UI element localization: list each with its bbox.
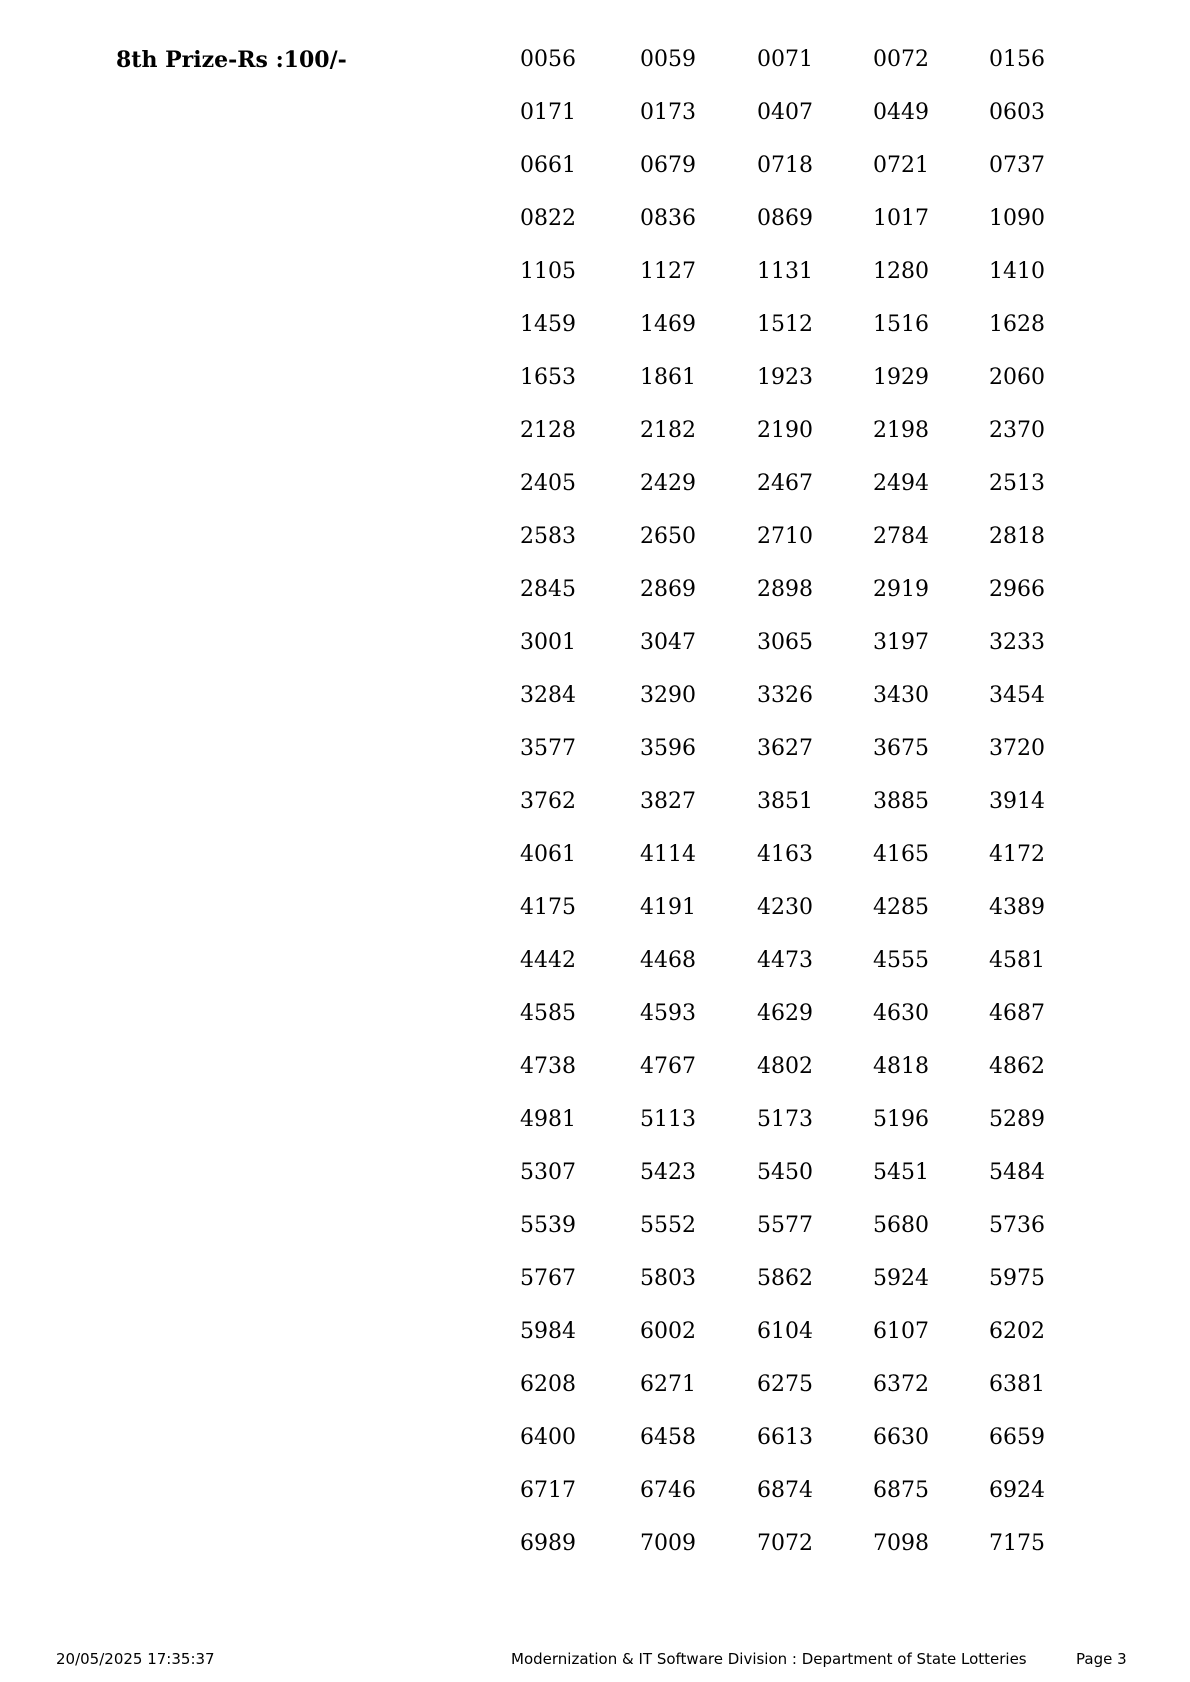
winning-number: 0679 (640, 153, 696, 178)
winning-number: 5975 (989, 1266, 1045, 1291)
winning-number: 6202 (989, 1319, 1045, 1344)
winning-number: 3001 (520, 630, 576, 655)
winning-number: 6275 (757, 1372, 813, 1397)
winning-number: 1280 (873, 259, 929, 284)
winning-number: 1459 (520, 312, 576, 337)
winning-number: 4687 (989, 1001, 1045, 1026)
winning-number: 6458 (640, 1425, 696, 1450)
winning-number: 4230 (757, 895, 813, 920)
winning-number: 6271 (640, 1372, 696, 1397)
winning-number: 3675 (873, 736, 929, 761)
winning-number: 0171 (520, 100, 576, 125)
number-row (520, 258, 1080, 311)
winning-number: 0737 (989, 153, 1045, 178)
number-row (520, 1530, 1080, 1583)
winning-number: 1861 (640, 365, 696, 390)
winning-number: 7098 (873, 1531, 929, 1556)
winning-number: 4802 (757, 1054, 813, 1079)
winning-number: 1923 (757, 365, 813, 390)
winning-number: 0056 (520, 47, 576, 72)
winning-number: 0718 (757, 153, 813, 178)
winning-number: 4442 (520, 948, 576, 973)
number-row (520, 1424, 1080, 1477)
winning-number: 5767 (520, 1266, 576, 1291)
winning-number: 3454 (989, 683, 1045, 708)
number-row (520, 788, 1080, 841)
winning-number: 5736 (989, 1213, 1045, 1238)
winning-number: 3577 (520, 736, 576, 761)
winning-number: 6717 (520, 1478, 576, 1503)
winning-number: 5680 (873, 1213, 929, 1238)
winning-number: 2128 (520, 418, 576, 443)
winning-number: 2198 (873, 418, 929, 443)
winning-number: 4165 (873, 842, 929, 867)
winning-number: 2650 (640, 524, 696, 549)
winning-number: 1090 (989, 206, 1045, 231)
winning-number: 5196 (873, 1107, 929, 1132)
winning-number: 4767 (640, 1054, 696, 1079)
winning-number: 1131 (757, 259, 813, 284)
winning-number: 3762 (520, 789, 576, 814)
number-row (520, 1053, 1080, 1106)
winning-number: 4172 (989, 842, 1045, 867)
number-row (520, 1106, 1080, 1159)
winning-number: 3233 (989, 630, 1045, 655)
winning-number: 4818 (873, 1054, 929, 1079)
winning-number: 2869 (640, 577, 696, 602)
winning-number: 4629 (757, 1001, 813, 1026)
winning-number: 3851 (757, 789, 813, 814)
winning-number: 2513 (989, 471, 1045, 496)
number-row (520, 99, 1080, 152)
number-row (520, 576, 1080, 629)
winning-number: 2429 (640, 471, 696, 496)
number-row (520, 1318, 1080, 1371)
winning-number: 3720 (989, 736, 1045, 761)
number-row (520, 152, 1080, 205)
winning-number: 5539 (520, 1213, 576, 1238)
winning-number: 2818 (989, 524, 1045, 549)
winning-number: 2919 (873, 577, 929, 602)
winning-number: 0449 (873, 100, 929, 125)
number-row (520, 1212, 1080, 1265)
winning-number: 1410 (989, 259, 1045, 284)
winning-number: 3326 (757, 683, 813, 708)
winning-number: 4285 (873, 895, 929, 920)
winning-number: 7175 (989, 1531, 1045, 1556)
footer-division: Modernization & IT Software Division : Department of State Lotteries (511, 1650, 1027, 1668)
number-row (520, 735, 1080, 788)
winning-number: 6002 (640, 1319, 696, 1344)
winning-number: 4114 (640, 842, 696, 867)
winning-number: 7009 (640, 1531, 696, 1556)
winning-number: 6746 (640, 1478, 696, 1503)
winning-number: 0721 (873, 153, 929, 178)
number-row (520, 682, 1080, 735)
winning-number: 0407 (757, 100, 813, 125)
winning-number: 3290 (640, 683, 696, 708)
winning-number: 5862 (757, 1266, 813, 1291)
number-row (520, 1000, 1080, 1053)
winning-number: 5803 (640, 1266, 696, 1291)
number-row (520, 205, 1080, 258)
winning-number: 3596 (640, 736, 696, 761)
winning-number: 0071 (757, 47, 813, 72)
winning-number: 0603 (989, 100, 1045, 125)
winning-number: 3827 (640, 789, 696, 814)
winning-number: 2966 (989, 577, 1045, 602)
winning-number: 1628 (989, 312, 1045, 337)
number-row (520, 894, 1080, 947)
winning-number: 2182 (640, 418, 696, 443)
winning-number: 0072 (873, 47, 929, 72)
winning-number: 6107 (873, 1319, 929, 1344)
winning-number: 3627 (757, 736, 813, 761)
winning-number: 5307 (520, 1160, 576, 1185)
winning-number: 3885 (873, 789, 929, 814)
winning-number: 5289 (989, 1107, 1045, 1132)
winning-number: 4061 (520, 842, 576, 867)
number-row (520, 364, 1080, 417)
winning-number: 6208 (520, 1372, 576, 1397)
winning-number: 4163 (757, 842, 813, 867)
winning-number: 7072 (757, 1531, 813, 1556)
winning-number: 4981 (520, 1107, 576, 1132)
winning-number: 4593 (640, 1001, 696, 1026)
winning-number: 4555 (873, 948, 929, 973)
winning-number: 0822 (520, 206, 576, 231)
winning-number: 1516 (873, 312, 929, 337)
winning-number: 2845 (520, 577, 576, 602)
winning-number: 2405 (520, 471, 576, 496)
winning-number: 2583 (520, 524, 576, 549)
footer-datetime: 20/05/2025 17:35:37 (56, 1650, 215, 1668)
winning-number: 2898 (757, 577, 813, 602)
winning-number: 2494 (873, 471, 929, 496)
winning-number: 0836 (640, 206, 696, 231)
number-row (520, 947, 1080, 1000)
winning-number: 5173 (757, 1107, 813, 1132)
number-row (520, 470, 1080, 523)
winning-number: 6989 (520, 1531, 576, 1556)
winning-number: 0156 (989, 47, 1045, 72)
winning-number: 5924 (873, 1266, 929, 1291)
winning-numbers-grid (520, 46, 1080, 1583)
winning-number: 2467 (757, 471, 813, 496)
number-row (520, 1265, 1080, 1318)
winning-number: 0059 (640, 47, 696, 72)
number-row (520, 1477, 1080, 1530)
winning-number: 2710 (757, 524, 813, 549)
winning-number: 5984 (520, 1319, 576, 1344)
winning-number: 4581 (989, 948, 1045, 973)
number-row (520, 629, 1080, 682)
winning-number: 3284 (520, 683, 576, 708)
number-row (520, 417, 1080, 470)
winning-number: 5552 (640, 1213, 696, 1238)
winning-number: 6613 (757, 1425, 813, 1450)
winning-number: 3065 (757, 630, 813, 655)
number-row (520, 1159, 1080, 1212)
winning-number: 6400 (520, 1425, 576, 1450)
winning-number: 0869 (757, 206, 813, 231)
winning-number: 2784 (873, 524, 929, 549)
number-row (520, 841, 1080, 894)
winning-number: 4585 (520, 1001, 576, 1026)
winning-number: 4473 (757, 948, 813, 973)
number-row (520, 311, 1080, 364)
winning-number: 6630 (873, 1425, 929, 1450)
winning-number: 5451 (873, 1160, 929, 1185)
winning-number: 2190 (757, 418, 813, 443)
winning-number: 6372 (873, 1372, 929, 1397)
winning-number: 5450 (757, 1160, 813, 1185)
number-row (520, 523, 1080, 576)
winning-number: 1653 (520, 365, 576, 390)
winning-number: 4191 (640, 895, 696, 920)
winning-number: 6875 (873, 1478, 929, 1503)
winning-number: 4738 (520, 1054, 576, 1079)
winning-number: 1017 (873, 206, 929, 231)
winning-number: 3914 (989, 789, 1045, 814)
winning-number: 4389 (989, 895, 1045, 920)
winning-number: 6104 (757, 1319, 813, 1344)
winning-number: 1512 (757, 312, 813, 337)
winning-number: 2060 (989, 365, 1045, 390)
winning-number: 5484 (989, 1160, 1045, 1185)
winning-number: 0173 (640, 100, 696, 125)
winning-number: 6924 (989, 1478, 1045, 1503)
winning-number: 4175 (520, 895, 576, 920)
winning-number: 3047 (640, 630, 696, 655)
page-footer (0, 1648, 1190, 1670)
winning-number: 5423 (640, 1160, 696, 1185)
winning-number: 1105 (520, 259, 576, 284)
number-row (520, 1371, 1080, 1424)
winning-number: 1469 (640, 312, 696, 337)
winning-number: 4862 (989, 1054, 1045, 1079)
winning-number: 1127 (640, 259, 696, 284)
winning-number: 6381 (989, 1372, 1045, 1397)
winning-number: 2370 (989, 418, 1045, 443)
winning-number: 1929 (873, 365, 929, 390)
winning-number: 0661 (520, 153, 576, 178)
winning-number: 3430 (873, 683, 929, 708)
winning-number: 6874 (757, 1478, 813, 1503)
winning-number: 5577 (757, 1213, 813, 1238)
number-row (520, 46, 1080, 99)
prize-title: 8th Prize-Rs :100/- (116, 47, 347, 73)
winning-number: 5113 (640, 1107, 696, 1132)
winning-number: 4468 (640, 948, 696, 973)
footer-page-number: Page 3 (1076, 1650, 1127, 1668)
winning-number: 4630 (873, 1001, 929, 1026)
winning-number: 6659 (989, 1425, 1045, 1450)
winning-number: 3197 (873, 630, 929, 655)
